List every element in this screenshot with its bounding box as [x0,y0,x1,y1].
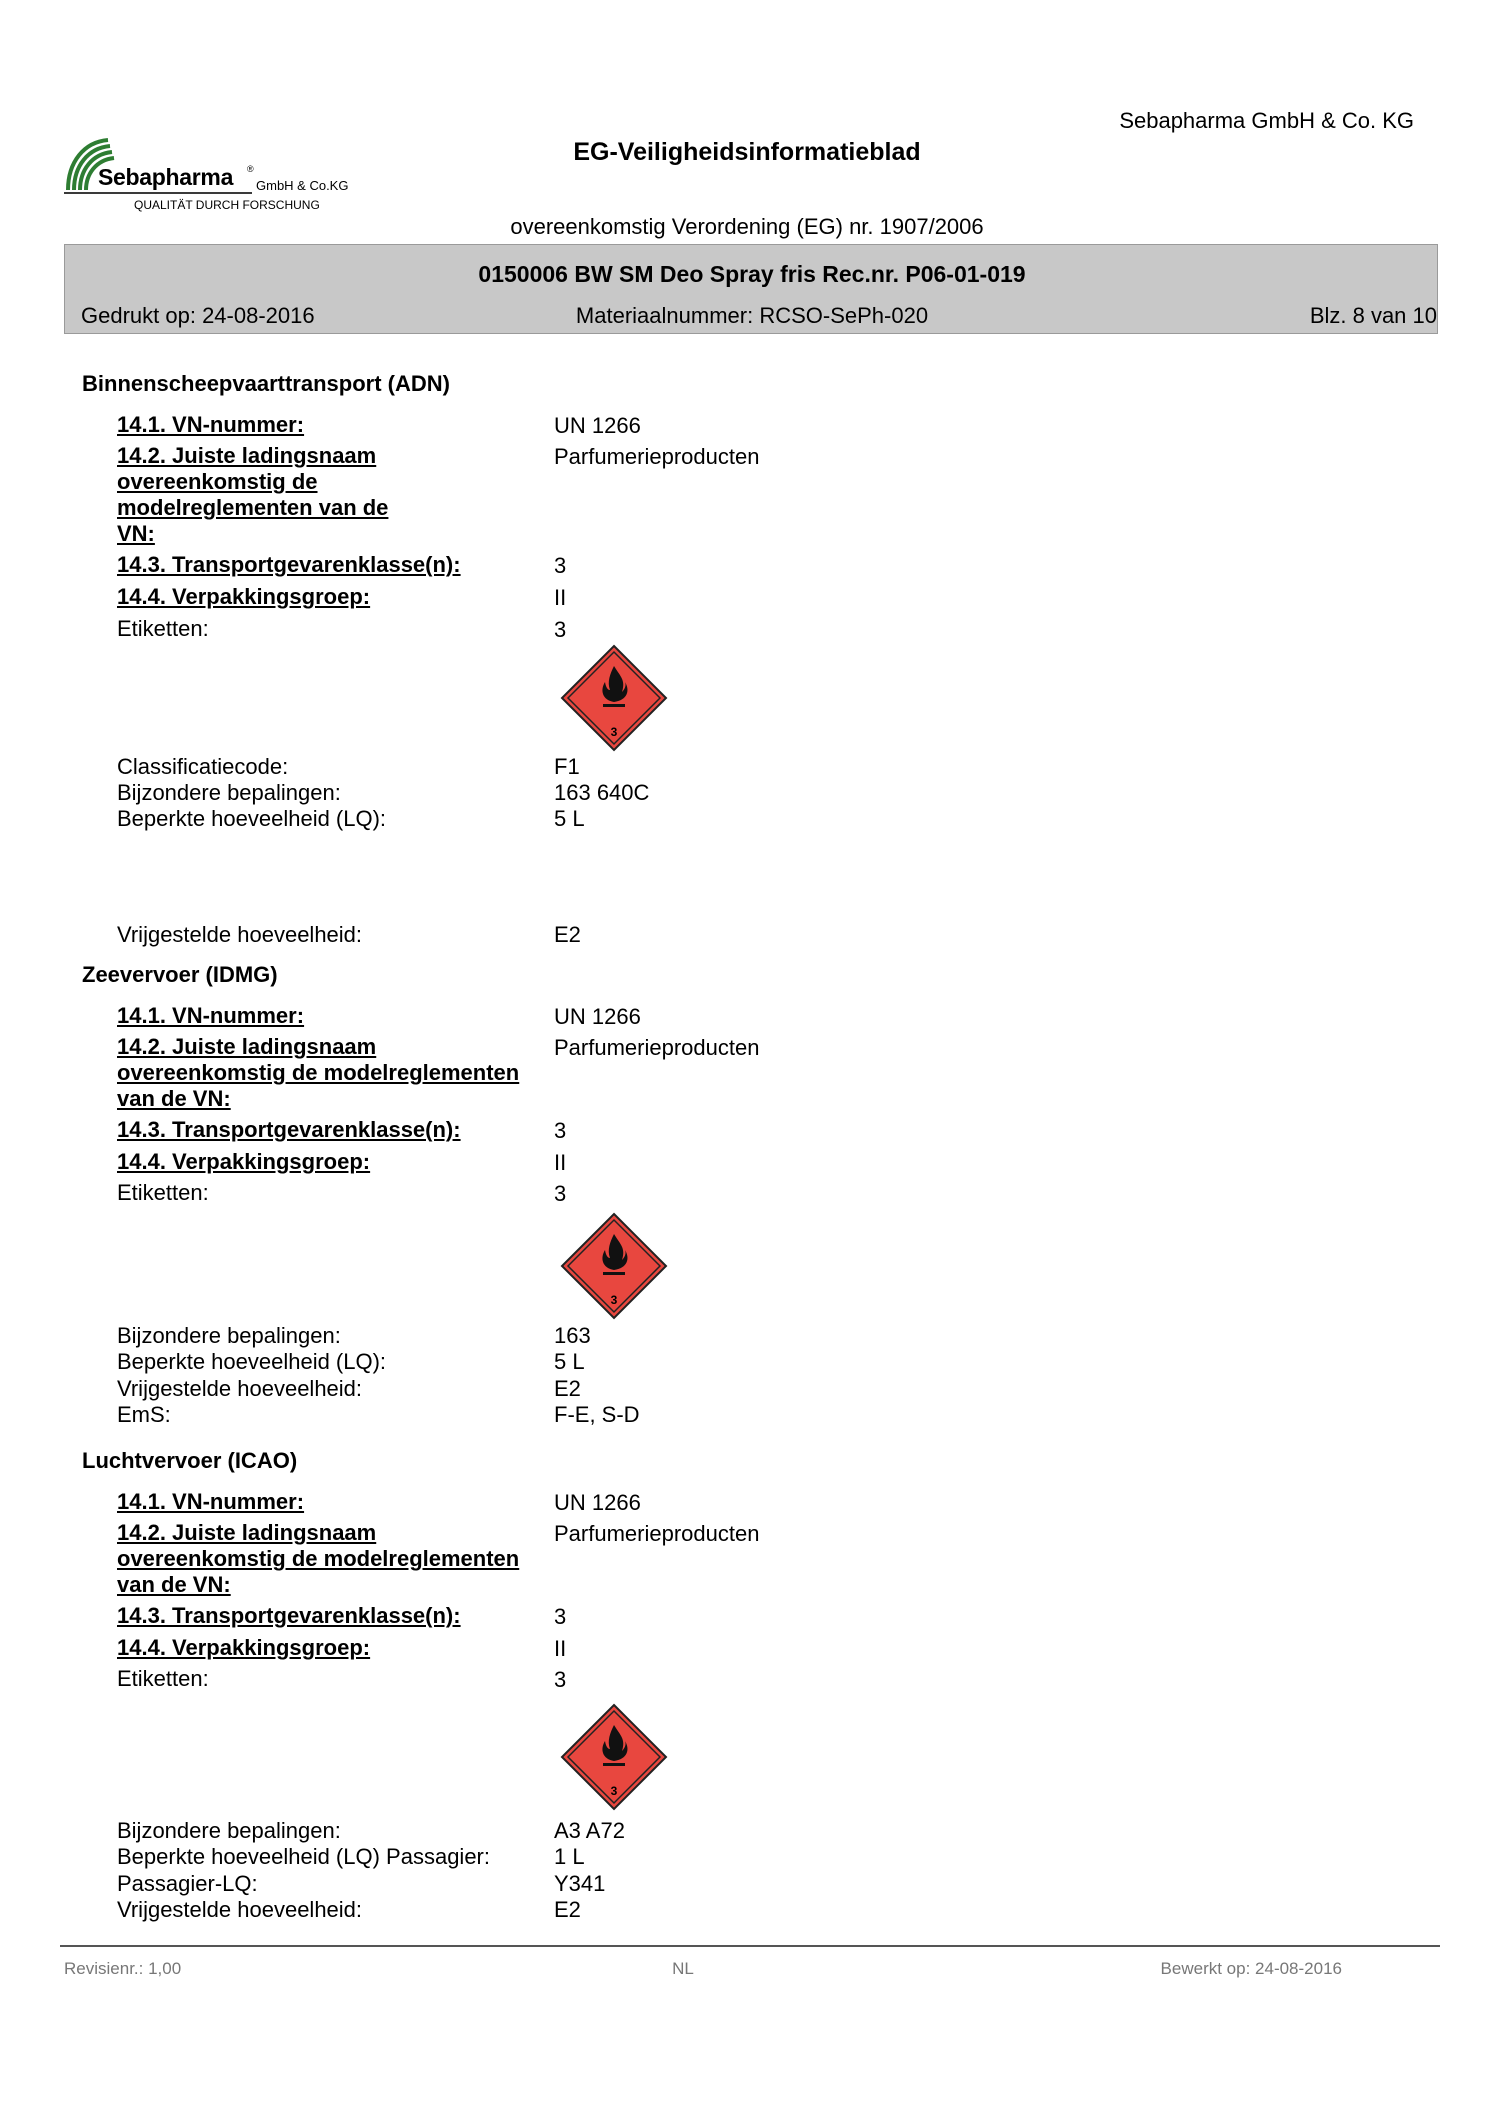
material-number: Materiaalnummer: RCSO-SePh-020 [575,303,929,328]
logo-name: Sebapharma [98,164,234,190]
icao-un-label: 14.1. VN-nummer: [117,1489,305,1514]
document-title: EG-Veiligheidsinformatieblad [573,138,921,166]
adn-name-label: 14.2. Juiste ladingsnaam overeenkomstig de modelreglementen van de VN: [117,443,389,546]
imdg-special-label: Bijzondere bepalingen: [117,1323,341,1348]
icao-lq-label: Beperkte hoeveelheid (LQ) Passagier: [117,1844,490,1869]
adn-lq-label: Beperkte hoeveelheid (LQ): [117,806,387,831]
adn-labels-label: Etiketten: [117,616,209,641]
section-title-imdg: Zeevervoer (IDMG) [82,962,278,987]
adn-class-label: 14.3. Transportgevarenklasse(n): [117,552,461,577]
flammable-liquid-placard [560,644,668,752]
info-bar [64,244,1438,334]
section-title-adn: Binnenscheepvaarttransport (ADN) [82,371,450,396]
placard-number: 3 [610,1784,618,1798]
imdg-lq-value: 5 L [554,1349,585,1374]
document-subtitle: overeenkomstig Verordening (EG) nr. 1907/2006 [510,214,984,239]
icao-labels-label: Etiketten: [117,1666,209,1691]
adn-labels-value: 3 [554,617,567,642]
imdg-special-value: 163 [554,1323,591,1348]
imdg-name-value: Parfumerieproducten [554,1035,760,1060]
adn-class-code-value: F1 [554,754,580,779]
printed-date: Gedrukt op: 24-08-2016 [81,303,315,328]
adn-un-value: UN 1266 [554,413,641,438]
product-name: 0150006 BW SM Deo Spray fris Rec.nr. P06-01-019 [478,261,1026,287]
icao-group-label: 14.4. Verpakkingsgroep: [117,1635,371,1660]
icao-plq-value: Y341 [554,1871,606,1896]
adn-exempt-value: E2 [554,922,581,947]
imdg-lq-label: Beperkte hoeveelheid (LQ): [117,1349,387,1374]
adn-name-value: Parfumerieproducten [554,444,760,469]
imdg-labels-label: Etiketten: [117,1180,209,1205]
adn-exempt-label: Vrijgestelde hoeveelheid: [117,922,363,947]
imdg-ems-label: EmS: [117,1402,171,1427]
logo-tagline: QUALITÄT DURCH FORSCHUNG [134,198,320,212]
icao-exempt-label: Vrijgestelde hoeveelheid: [117,1897,363,1922]
imdg-exempt-label: Vrijgestelde hoeveelheid: [117,1376,363,1401]
icao-plq-label: Passagier-LQ: [117,1871,258,1896]
icao-name-value: Parfumerieproducten [554,1521,760,1546]
icao-class-label: 14.3. Transportgevarenklasse(n): [117,1603,461,1628]
imdg-un-label: 14.1. VN-nummer: [117,1003,305,1028]
icao-group-value: II [554,1636,567,1661]
logo-registered: ® [247,164,254,174]
adn-class-code-label: Classificatiecode: [117,754,289,779]
icao-class-value: 3 [554,1604,567,1629]
footer-revision: Revisienr.: 1,00 [64,1959,182,1978]
icao-labels-value: 3 [554,1667,567,1692]
flammable-liquid-placard [560,1703,668,1811]
adn-special-label: Bijzondere bepalingen: [117,780,341,805]
imdg-labels-value: 3 [554,1181,567,1206]
adn-un-label: 14.1. VN-nummer: [117,412,305,437]
logo-suffix: GmbH & Co.KG [256,178,349,193]
flammable-liquid-placard [560,1212,668,1320]
adn-special-value: 163 640C [554,780,650,805]
icao-exempt-value: E2 [554,1897,581,1922]
imdg-ems-value: F-E, S-D [554,1402,640,1427]
imdg-exempt-value: E2 [554,1376,581,1401]
imdg-group-value: II [554,1150,567,1175]
imdg-name-label: 14.2. Juiste ladingsnaam overeenkomstig de modelreglementen van de VN: [117,1034,520,1111]
imdg-class-label: 14.3. Transportgevarenklasse(n): [117,1117,461,1142]
adn-group-value: II [554,585,567,610]
footer-language: NL [672,1959,694,1978]
adn-class-value: 3 [554,553,567,578]
adn-group-label: 14.4. Verpakkingsgroep: [117,584,371,609]
icao-un-value: UN 1266 [554,1490,641,1515]
page-number: Blz. 8 van 10 [1309,303,1437,328]
icao-special-label: Bijzondere bepalingen: [117,1818,341,1843]
logo-rule [64,192,252,194]
section-title-icao: Luchtvervoer (ICAO) [82,1448,298,1473]
placard-number: 3 [610,1293,618,1307]
placard-number: 3 [610,725,618,739]
company-name: Sebapharma GmbH & Co. KG [1119,108,1414,133]
footer-rule [60,1945,1440,1947]
imdg-class-value: 3 [554,1118,567,1143]
imdg-group-label: 14.4. Verpakkingsgroep: [117,1149,371,1174]
icao-name-label: 14.2. Juiste ladingsnaam overeenkomstig de modelreglementen van de VN: [117,1520,520,1597]
adn-lq-value: 5 L [554,806,585,831]
icao-lq-value: 1 L [554,1844,585,1869]
imdg-un-value: UN 1266 [554,1004,641,1029]
footer-edited: Bewerkt op: 24-08-2016 [1160,1959,1342,1978]
icao-special-value: A3 A72 [554,1818,625,1843]
